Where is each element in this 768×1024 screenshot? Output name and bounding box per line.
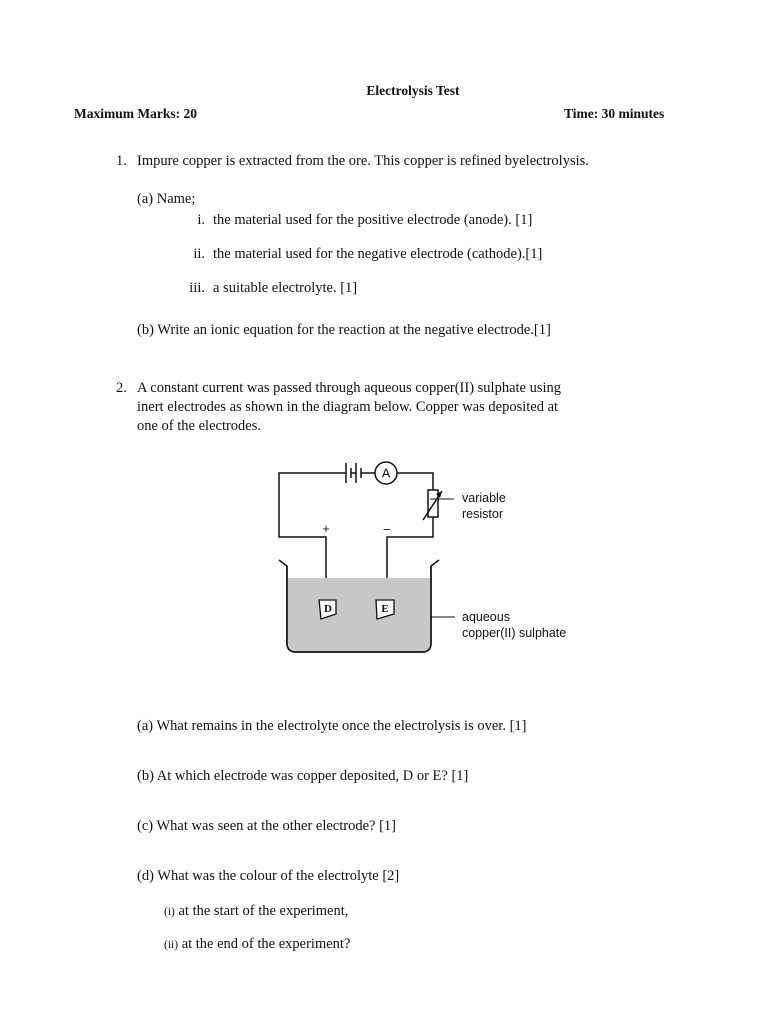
- electrode-d-label: D: [324, 603, 332, 615]
- maximum-marks: Maximum Marks: 20: [74, 106, 197, 121]
- q1-item-text: a suitable electrolyte. [1]: [213, 280, 358, 296]
- q1-number: 1.: [116, 153, 127, 169]
- q2-number: 2.: [116, 380, 127, 396]
- q1-b: (b) Write an ionic equation for the reaction at the negative electrode.[1]: [137, 322, 551, 338]
- q1-a-label: (a) Name;: [137, 191, 196, 207]
- ammeter-label: A: [381, 466, 391, 481]
- q1-item-num: ii.: [193, 246, 205, 262]
- q2-d-item: [164, 902, 348, 922]
- circuit-wire: [397, 473, 433, 490]
- q1-item-text: the material used for the negative electrode (cathode).[1]: [213, 246, 543, 262]
- electrode-e-label: E: [381, 603, 389, 615]
- time-limit: Time: 30 minutes: [564, 106, 665, 121]
- q2-d: (d) What was the colour of the electrolyte [2]: [137, 868, 400, 884]
- q2-a: (a) What remains in the electrolyte once the electrolysis is over. [1]: [137, 718, 527, 734]
- q2-b: (b) At which electrode was copper deposited, D or E? [1]: [137, 768, 469, 784]
- solution-fill: [288, 578, 430, 651]
- q1-item-num: iii.: [189, 280, 205, 296]
- q2-d-item-num: (i): [164, 906, 175, 918]
- q2-line: inert electrodes as shown in the diagram below. Copper was deposited at: [137, 399, 559, 415]
- q2-line: one of the electrodes.: [137, 418, 262, 434]
- positive-sign: +: [322, 522, 330, 536]
- q2-c: (c) What was seen at the other electrode? [1]: [137, 818, 396, 834]
- q1-item-num: i.: [197, 212, 205, 228]
- resistor-label: resistor: [462, 507, 503, 521]
- resistor-label: variable: [462, 491, 506, 505]
- q2-d-item-text: at the end of the experiment?: [181, 936, 351, 952]
- solution-label: aqueous: [462, 610, 510, 624]
- negative-sign: –: [383, 522, 391, 536]
- q2-d-item: [164, 935, 350, 955]
- q1-item-text: the material used for the positive electrode (anode). [1]: [213, 212, 533, 228]
- solution-label: copper(II) sulphate: [462, 626, 567, 640]
- page-title: Electrolysis Test: [366, 83, 460, 98]
- q1-text: Impure copper is extracted from the ore. This copper is refined byelectrolysis.: [137, 153, 589, 169]
- q2-line: A constant current was passed through aqueous copper(II) sulphate using: [137, 380, 562, 396]
- q2-d-item-num: (ii): [164, 939, 179, 951]
- q2-d-item-text: at the start of the experiment,: [178, 903, 349, 919]
